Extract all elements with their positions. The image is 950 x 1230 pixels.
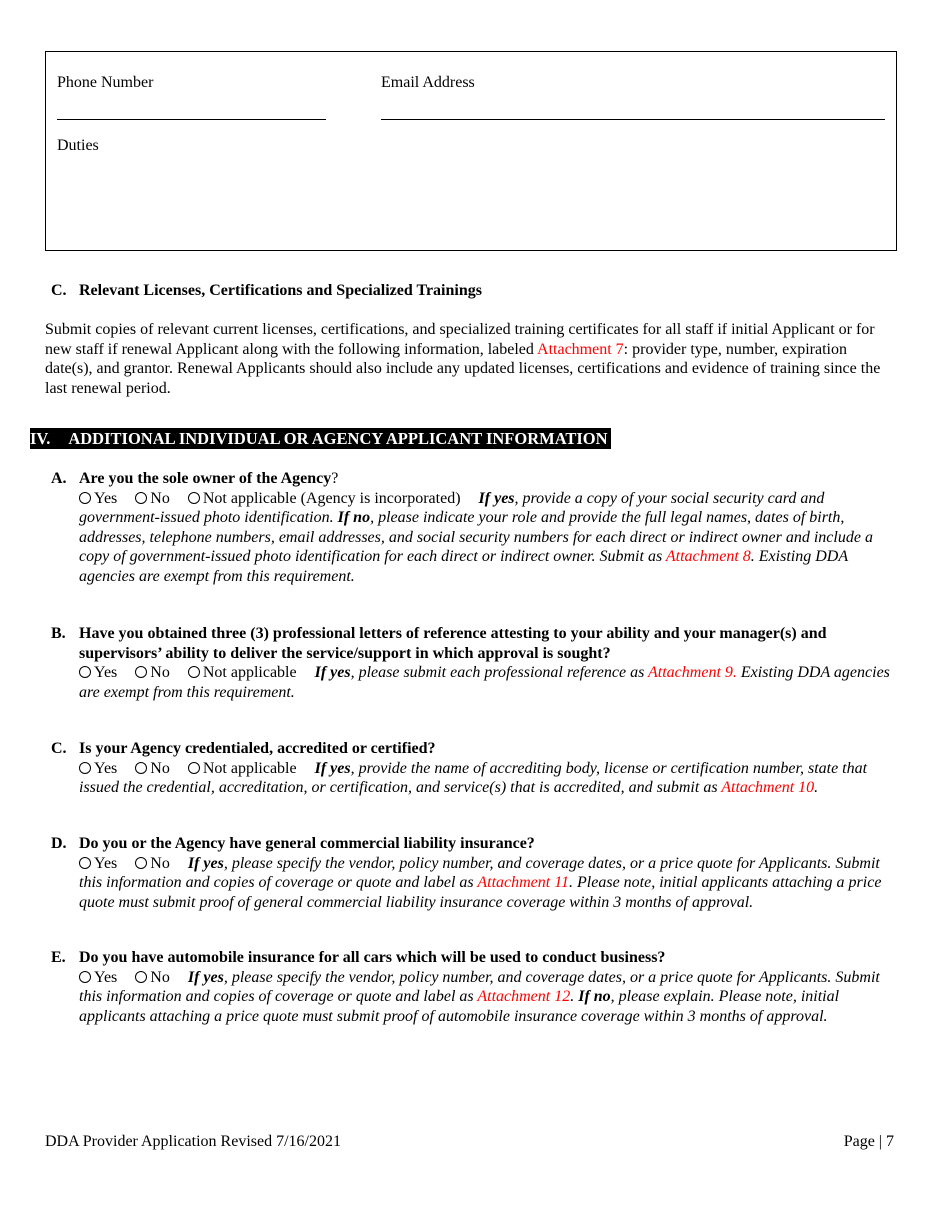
question-d-answer: Yes No If yes, please specify the vendor, policy number, and coverage dates, or a price quote for Applicants. Submit this information and copies of coverage or quote and label as Attachment 11. Please note, initial applicants attaching a price quote must submit proof of general commercial liability insurance coverage within 3 months of approval. [79,854,882,911]
question-e-answer: Yes No If yes, please specify the vendor, policy number, and coverage dates, or a price quote for Applicants. Submit this information and copies of coverage or quote and label as Attachment 12. If no, please explain. Please note, initial applicants attaching a price quote must submit proof of automobile insurance coverage within 3 months of approval. [79,968,880,1025]
section-c-heading: Relevant Licenses, Certifications and Specialized Trainings [79,282,482,299]
radio-yes-icon[interactable] [79,857,91,869]
question-b-na-option[interactable]: Not applicable [188,663,297,683]
question-b-answer: Yes No Not applicable If yes, please submit each professional reference as Attachment 9. Existing DDA agencies are exempt from this requirement. [79,664,890,701]
radio-na-icon[interactable] [188,492,200,504]
question-c-text: Is your Agency credentialed, accredited or certified? [79,740,436,757]
section-c-letter: C. [51,282,67,299]
phone-number-label: Phone Number [57,74,154,91]
footer-page-number: Page | 7 [843,1133,894,1150]
radio-no-icon[interactable] [135,492,147,504]
attachment-12-link[interactable]: Attachment 12 [477,988,571,1005]
question-a [79,469,899,586]
radio-yes-icon[interactable] [79,762,91,774]
attachment-11-link[interactable]: Attachment 11 [477,874,570,891]
question-b-no-option[interactable]: No [135,663,170,683]
duties-label: Duties [57,137,99,154]
question-b-letter: B. [51,625,66,642]
question-d-letter: D. [51,835,67,852]
email-address-label: Email Address [381,74,475,91]
question-a-yes-option[interactable]: Yes [79,489,117,509]
question-b-text: Have you obtained three (3) professional letters of reference attesting to your ability and your manager(s) and supervisors’ ability to deliver the service/support in which approval is sought? [79,625,827,662]
radio-na-icon[interactable] [188,762,200,774]
question-e-yes-option[interactable]: Yes [79,968,117,988]
section-iv-numeral: IV. [30,429,51,448]
radio-no-icon[interactable] [135,857,147,869]
radio-yes-icon[interactable] [79,492,91,504]
question-c-letter: C. [51,740,67,757]
question-c-na-option[interactable]: Not applicable [188,759,297,779]
question-a-no-option[interactable]: No [135,489,170,509]
footer-revision: DDA Provider Application Revised 7/16/2021 [45,1133,341,1150]
question-b-yes-option[interactable]: Yes [79,663,117,683]
question-c-yes-option[interactable]: Yes [79,759,117,779]
question-c-answer: Yes No Not applicable If yes, provide the name of accrediting body, license or certification number, state that issued the credential, accreditation, or certification, and service(s) that is accredited, and submit as Attachment 10. [79,759,868,796]
question-e-text: Do you have automobile insurance for all cars which will be used to conduct business? [79,949,666,966]
radio-no-icon[interactable] [135,971,147,983]
attachment-8-link[interactable]: Attachment 8 [665,548,751,565]
question-a-na-option[interactable]: Not applicable (Agency is incorporated) [188,489,461,509]
question-d-text: Do you or the Agency have general commercial liability insurance? [79,835,535,852]
attachment-7-link[interactable]: Attachment 7 [537,340,624,358]
radio-na-icon[interactable] [188,666,200,678]
email-address-field[interactable] [381,119,885,120]
duties-field[interactable] [57,158,883,242]
radio-no-icon[interactable] [135,666,147,678]
question-d-yes-option[interactable]: Yes [79,854,117,874]
radio-yes-icon[interactable] [79,971,91,983]
question-e-no-option[interactable]: No [135,968,170,988]
question-b [79,624,899,702]
question-e-letter: E. [51,949,66,966]
section-iv-header [30,428,611,449]
question-c [79,739,899,798]
question-c-no-option[interactable]: No [135,759,170,779]
question-a-answer: Yes No Not applicable (Agency is incorporated) If yes, provide a copy of your social security card and government-issued photo identification. If no, please indicate your role and provide the full legal names, dates of birth, addresses, telephone numbers, email addresses, and social security numbers for each direct or indirect owner and include a copy of government-issued photo identification for each direct or indirect owner. Submit as Attachment 8. Existing DDA agencies are exempt from this requirement. [79,489,873,585]
contact-info-box [45,51,897,251]
attachment-10-link[interactable]: Attachment 10 [721,779,815,796]
question-a-text: Are you the sole owner of the Agency? [79,470,339,487]
question-e [79,948,899,1026]
section-c-paragraph: Submit copies of relevant current licenses, certifications, and specialized training certificates for all staff if initial Applicant or for new staff if renewal Applicant along with the following information, labeled Attachment 7: provider type, number, expiration date(s), and grantor. Renewal Applicants should also include any updated licenses, certifications and evidence of training since the last renewal period. [45,321,881,397]
section-iv-title: ADDITIONAL INDIVIDUAL OR AGENCY APPLICANT INFORMATION [68,429,608,448]
question-d-no-option[interactable]: No [135,854,170,874]
radio-no-icon[interactable] [135,762,147,774]
radio-yes-icon[interactable] [79,666,91,678]
question-d [79,834,899,912]
phone-number-field[interactable] [57,119,326,120]
question-a-letter: A. [51,470,67,487]
attachment-9-link[interactable]: Attachment 9. [648,664,737,681]
